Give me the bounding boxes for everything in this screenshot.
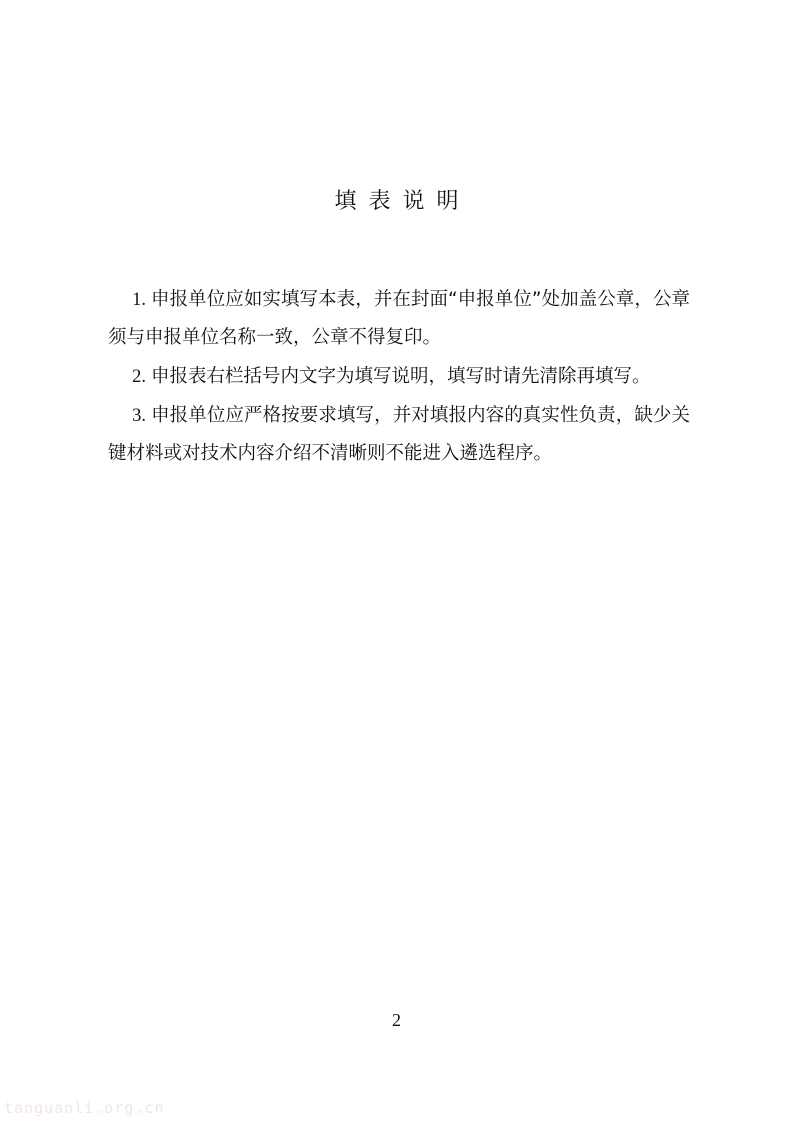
instruction-item-2 <box>108 358 690 396</box>
watermark-text: tanguanli.org.cn <box>4 1099 165 1117</box>
instruction-text: 申报单位应严格按要求填写，并对填报内容的真实性负责，缺少关键材料或对技术内容介绍不清晰则不能进入遴选程序。 <box>108 405 690 464</box>
instruction-item-1 <box>108 281 690 357</box>
instruction-item-3 <box>108 397 690 473</box>
instruction-text: 申报单位应如实填写本表，并在封面“申报单位”处加盖公章，公章须与申报单位名称一致，公章不得复印。 <box>108 289 690 348</box>
instruction-number: 3. <box>132 406 146 426</box>
instruction-text: 申报表右栏括号内文字为填写说明，填写时请先清除再填写。 <box>151 366 651 387</box>
instruction-number: 2. <box>132 367 146 387</box>
page-number: 2 <box>392 1010 401 1030</box>
instruction-list <box>108 281 690 474</box>
page-title: 填表说明 <box>334 189 471 214</box>
instruction-number: 1. <box>132 290 146 310</box>
